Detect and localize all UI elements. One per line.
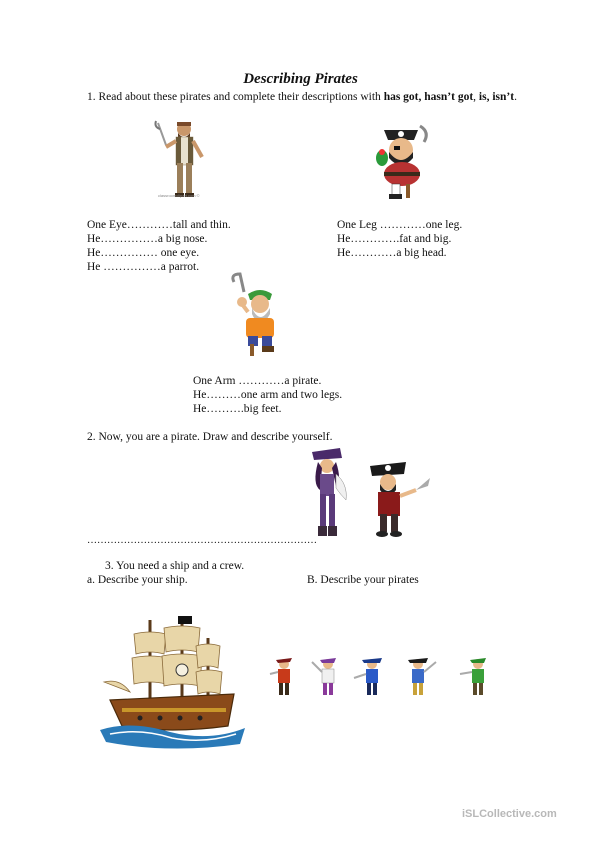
- keyword-has-got: has got, hasn’t got: [383, 91, 474, 103]
- keyword-isnt: isn’t: [492, 91, 515, 103]
- answer-blank-line[interactable]: ……………………………………………………………: [87, 535, 317, 546]
- exercise-3-part-b: B. Describe your pirates: [307, 574, 419, 586]
- pirate-captain-illustration: [366, 456, 434, 538]
- description-line: One Arm …………a pirate.: [193, 375, 322, 387]
- exercise-3-part-a: a. Describe your ship.: [87, 574, 188, 586]
- exercise-2-instruction: 2. Now, you are a pirate. Draw and describe yourself.: [87, 431, 333, 443]
- description-line: He……………a big nose.: [87, 233, 208, 245]
- one-leg-description: [337, 218, 462, 260]
- one-arm-description: [193, 374, 342, 416]
- pirate-crew-illustration: [266, 652, 512, 700]
- instruction-text: 1. Read about these pirates and complete their descriptions with: [87, 91, 384, 103]
- description-line: One Leg …………one leg.: [337, 219, 463, 231]
- one-eye-description: [87, 218, 231, 274]
- watermark: iSLCollective.com: [462, 808, 557, 820]
- pirate-one-leg-illustration: [370, 122, 440, 200]
- pirate-one-eye-illustration: [150, 115, 220, 205]
- description-line: He……….big feet.: [193, 403, 282, 415]
- description-line: He………one arm and two legs.: [193, 389, 343, 401]
- pirate-one-arm-illustration: [226, 272, 284, 358]
- image-credit: classroomclipart.com ©: [158, 193, 200, 198]
- instruction-end: .: [514, 91, 517, 103]
- page-title: Describing Pirates: [243, 71, 358, 87]
- exercise-3-instruction: 3. You need a ship and a crew.: [105, 560, 245, 572]
- keyword-is: is,: [478, 91, 490, 103]
- separator: ,: [473, 91, 479, 103]
- description-line: One Eye…………tall and thin.: [87, 219, 231, 231]
- description-line: He………….fat and big.: [337, 233, 452, 245]
- pirate-ship-illustration: [100, 612, 245, 757]
- exercise-1-instruction: [87, 90, 517, 105]
- description-line: He…………… one eye.: [87, 247, 200, 259]
- description-line: He ……………a parrot.: [87, 261, 200, 273]
- description-line: He…………a big head.: [337, 247, 447, 259]
- pirate-girl-illustration: [302, 444, 354, 542]
